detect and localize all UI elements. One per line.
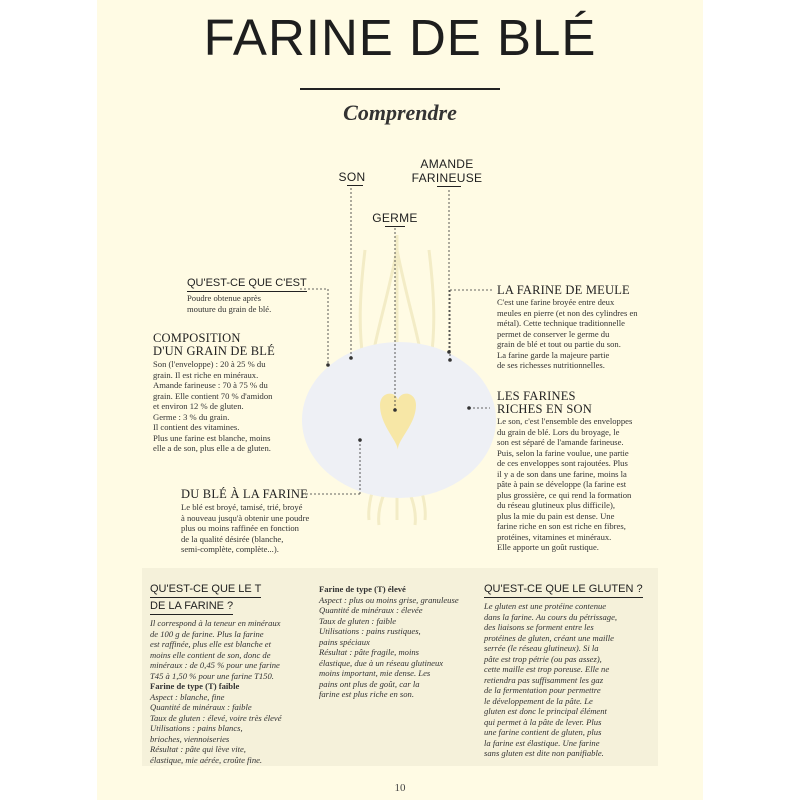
meule-text: C'est une farine broyée entre deux meules en pierre (et non des cylindres en métal). Cette technique traditionnelle permet de conserver le germe du grain de blé et tout ou partie du son. La farine garde la majeure partie de ses richesses nutritionnelles. (497, 297, 638, 370)
du-ble-title: DU BLÉ À LA FARINE (181, 487, 308, 501)
quest-ce-title: QU'EST-CE QUE C'EST (187, 277, 307, 292)
composition-title-1: COMPOSITION (153, 331, 241, 345)
t-farine-text: Il correspond à la teneur en minéraux de 100 g de farine. Plus la farine est raffinée, plus elle est blanche et moins elle contient de son, donc de minéraux : de 0,45 % pour une farine T45 à 1,50 % pour une farine T150. Farine de type (T) faible Aspect : blanche, fine Quantité de minéraux : faible Taux de gluten : élevé, voire très élevé Utilisations : pains blancs, brioches, viennoiseries Résultat : pâte qui lève vite, élastique, mie aérée, croûte fine. (150, 618, 282, 765)
du-ble-text: Le blé est broyé, tamisé, trié, broyé à nouveau jusqu'à obtenir une poudre plus ou moins raffinée en fonction de la qualité désirée (blanche, semi-complète, complète...). (181, 502, 310, 554)
gluten-text: Le gluten est une protéine contenue dans la farine. Au cours du pétrissage, des liaisons se forment entre les protéines de gluten, créant une maille serrée (le réseau glutineux). Si la pâte est trop pétrie (ou pas assez), cette maille est trop poreuse. Elle ne retiendra pas suffisamment les gaz de la fermentation pour permettre le développement de la pâte. Le gluten est donc le principal élément qui permet à la pâte de lever. Plus une farine contient de gluten, plus la farine est élastique. Une farine sans gluten est dite non panifiable. (484, 601, 618, 758)
page-number: 10 (394, 782, 406, 794)
label-germe-underline (385, 226, 405, 227)
riches-title-1: LES FARINES (497, 389, 576, 403)
composition-title-2: D'UN GRAIN DE BLÉ (153, 344, 275, 358)
label-son: SON (338, 170, 366, 184)
type-eleve-text: Farine de type (T) élevé Aspect : plus ou moins grise, granuleuse Quantité de minéraux : élevée Taux de gluten : faible Utilisations : pains rustiques, pains spéciaux Résultat : pâte fragile, moins élastique, due à un réseau glutineux moins important, mie dense. Les pains ont plus de goût, car la farine est plus riche en son. (319, 584, 459, 699)
label-amande-underline (437, 186, 461, 187)
t-farine-title-2: DE LA FARINE ? (150, 600, 233, 615)
type-eleve-title: Farine de type (T) élevé (319, 584, 406, 594)
composition-text: Son (l'enveloppe) : 20 à 25 % du grain. Il est riche en minéraux. Amande farineuse : 70 à 75 % du grain. Elle contient 70 % d'amidon et environ 12 % de gluten. Germe : 3 % du grain. Il contient des vitamines. Plus une farine est blanche, moins elle a de son, plus elle a de gluten. (153, 359, 273, 453)
quest-ce-text: Poudre obtenue après mouture du grain de blé. (187, 293, 272, 314)
label-amande-line1: AMANDE (420, 157, 474, 171)
page-subtitle: Comprendre (343, 100, 457, 125)
page-title: FARINE DE BLÉ (203, 9, 597, 66)
riches-text: Le son, c'est l'ensemble des enveloppes du grain de blé. Lors du broyage, le son est séparé de l'amande farineuse. Puis, selon la farine voulue, une partie de ces enveloppes sont rajoutées. Plus il y a de son dans une farine, moins la pâte à pain se développe (la farine est plus grossière, ce qui rend la formation du réseau glutineux plus difficile), plus la mie du pain est dense. Une farine riche en son est riche en fibres, protéines, vitamines et minéraux. Elle apporte un goût rustique. (497, 416, 633, 552)
poster-page (97, 0, 703, 800)
gluten-title: QU'EST-CE QUE LE GLUTEN ? (484, 583, 643, 598)
meule-title: LA FARINE DE MEULE (497, 283, 630, 297)
label-son-underline (347, 185, 363, 186)
riches-title-2: RICHES EN SON (497, 402, 592, 416)
label-germe: GERME (372, 211, 418, 225)
t-farine-title-1: QU'EST-CE QUE LE T (150, 583, 261, 598)
type-faible-title: Farine de type (T) faible (150, 681, 240, 691)
label-amande-line2: FARINEUSE (411, 171, 483, 185)
